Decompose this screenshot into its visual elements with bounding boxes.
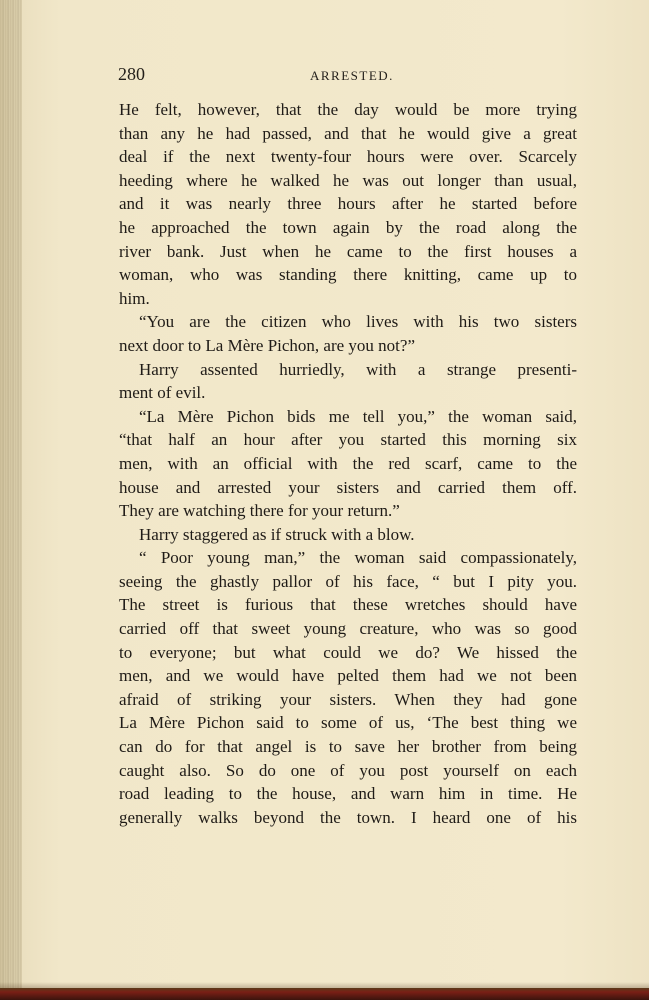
cover-edge <box>0 988 649 1000</box>
text-line: afraid of striking your sisters. When they had gone <box>119 689 577 709</box>
text-line: They are watching there for your return.” <box>119 501 400 521</box>
text-line: he approached the town again by the road along the <box>119 217 577 237</box>
text-line: carried off that sweet young creature, who was so good <box>119 619 577 639</box>
running-head: ARRESTED. <box>310 68 394 83</box>
text-line: him. <box>119 288 150 308</box>
text-line: river bank. Just when he came to the first houses a <box>119 241 577 261</box>
text-line: Harry assented hurriedly, with a strange presenti- <box>139 359 577 379</box>
text-line: next door to La Mère Pichon, are you not?” <box>119 335 415 355</box>
text-line: Harry staggered as if struck with a blow. <box>139 524 415 544</box>
page-header <box>118 64 578 90</box>
text-line: “that half an hour after you started this morning six <box>119 430 577 450</box>
text-line: can do for that angel is to save her brother from being <box>119 737 577 757</box>
text-line: house and arrested your sisters and carried them off. <box>119 477 577 497</box>
text-line: woman, who was standing there knitting, came up to <box>119 265 577 285</box>
text-line: generally walks beyond the town. I heard one of his <box>119 807 577 827</box>
text-line: “You are the citizen who lives with his two sisters <box>139 312 577 332</box>
text-line: He felt, however, that the day would be more trying <box>119 100 577 119</box>
text-line: seeing the ghastly pallor of his face, “ but I pity you. <box>119 571 577 591</box>
book-gutter <box>0 0 22 1000</box>
body-text <box>119 98 577 829</box>
text-line: ment of evil. <box>119 383 206 403</box>
text-line: and it was nearly three hours after he started before <box>119 194 577 214</box>
text-line: to everyone; but what could we do? We hissed the <box>119 642 577 662</box>
text-line: men, with an official with the red scarf, came to the <box>119 453 577 473</box>
text-line: “ Poor young man,” the woman said compassionately, <box>139 548 577 568</box>
text-line: men, and we would have pelted them had we not been <box>119 666 577 686</box>
text-line: heeding where he walked he was out longer than usual, <box>119 170 577 190</box>
text-line: La Mère Pichon said to some of us, ‘The best thing we <box>119 713 577 733</box>
page-number: 280 <box>118 64 145 84</box>
text-line: “La Mère Pichon bids me tell you,” the woman said, <box>139 406 577 426</box>
text-line: than any he had passed, and that he would give a great <box>119 123 577 143</box>
text-line: The street is furious that these wretches should have <box>119 595 577 615</box>
text-line: caught also. So do one of you post yourself on each <box>119 760 577 780</box>
text-line: deal if the next twenty-four hours were over. Scarcely <box>119 147 577 167</box>
text-line: road leading to the house, and warn him in time. He <box>119 784 577 804</box>
